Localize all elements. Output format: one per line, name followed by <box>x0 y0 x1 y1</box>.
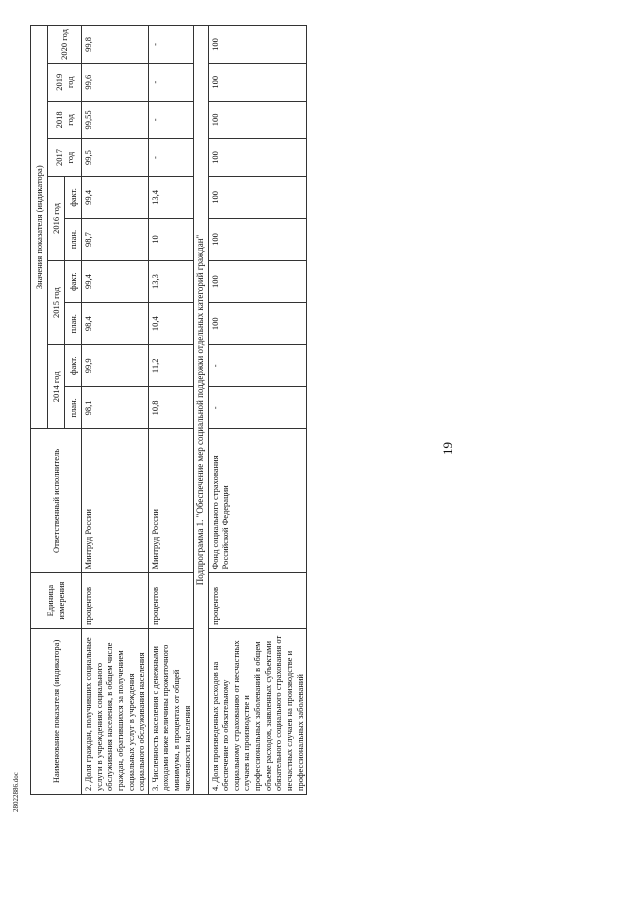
value-cell: - <box>208 387 307 429</box>
indicator-table <box>30 25 307 795</box>
table-row <box>82 26 149 795</box>
header-2015: 2015 год <box>48 261 65 345</box>
header-exec: Ответственный исполнитель <box>31 429 82 573</box>
row-name: Численность населения с денежными доходами ниже величины прожиточного минимума, в процентах от общей численности населения <box>149 644 192 791</box>
indicator-name <box>148 628 194 794</box>
row-name: Доля граждан, получивших социальные услуги в учреждениях социального обслуживания населения, в общем числе граждан, обратившихся за получением социальных услуг в учреждения социального обслуживания населения <box>83 637 147 791</box>
doc-id: 28022886.doc <box>12 772 20 812</box>
header-fact: факт. <box>65 345 82 387</box>
value-cell: 10,4 <box>148 303 194 345</box>
value-cell: 100 <box>208 218 307 260</box>
header-2019: 2019 год <box>48 63 82 101</box>
page-number-wrapper <box>440 0 640 900</box>
value-cell: - <box>208 345 307 387</box>
header-2017: 2017 год <box>48 139 82 177</box>
value-cell: - <box>148 26 194 64</box>
header-2016: 2016 год <box>48 176 65 260</box>
header-2018: 2018 год <box>48 101 82 139</box>
unit-cell: процентов <box>208 573 307 628</box>
value-cell: 100 <box>208 26 307 64</box>
value-cell: 98,7 <box>82 218 149 260</box>
subprogram-row <box>194 26 208 795</box>
indicator-name <box>208 628 307 794</box>
value-cell: - <box>148 139 194 177</box>
value-cell: 99,9 <box>82 345 149 387</box>
value-cell: 13,4 <box>148 176 194 218</box>
value-cell: 10 <box>148 218 194 260</box>
table-row <box>208 26 307 795</box>
value-cell: 99,55 <box>82 101 149 139</box>
value-cell: 99,4 <box>82 176 149 218</box>
value-cell: 100 <box>208 303 307 345</box>
value-cell: 99,4 <box>82 261 149 303</box>
header-plan: план. <box>65 218 82 260</box>
header-unit: Единица измерения <box>31 573 82 628</box>
exec-cell: Минтруд России <box>82 429 149 573</box>
value-cell: - <box>148 101 194 139</box>
value-cell: 13,3 <box>148 261 194 303</box>
exec-cell: Фонд социального страхования Российской Федерации <box>208 429 307 573</box>
row-number: 2. <box>83 784 93 791</box>
page-number: 19 <box>440 442 455 455</box>
value-cell: - <box>148 63 194 101</box>
row-name: Доля произведенных расходов на обеспечение по обязательному социальному страхованию от несчастных случаев на производстве и профессиональных заболеваний в общем объеме расходов, заявленных субъектами обязательного социального страхования от несчастных случаев на производстве и профессиональных заболеваний <box>209 635 305 791</box>
header-plan: план. <box>65 387 82 429</box>
table-row <box>148 26 194 795</box>
row-number: 3. <box>149 784 160 791</box>
header-2014: 2014 год <box>48 345 65 429</box>
value-cell: 100 <box>208 176 307 218</box>
row-number: 4. <box>209 784 220 791</box>
value-cell: 98,4 <box>82 303 149 345</box>
value-cell: 98,1 <box>82 387 149 429</box>
value-cell: 100 <box>208 261 307 303</box>
unit-cell: процентов <box>148 573 194 628</box>
value-cell: 100 <box>208 63 307 101</box>
header-name: Наименование показателя (индикатора) <box>31 628 82 794</box>
header-plan: план. <box>65 303 82 345</box>
header-fact: факт. <box>65 261 82 303</box>
value-cell: 100 <box>208 139 307 177</box>
value-cell: 99,8 <box>82 26 149 64</box>
indicator-name <box>82 628 149 794</box>
subprogram-title: Подпрограмма 1. "Обеспечение мер социальной поддержки отдельных категорий граждан" <box>194 26 208 795</box>
value-cell: 10,8 <box>148 387 194 429</box>
header-values: Значения показателя (индикатора) <box>31 26 48 429</box>
value-cell: 99,6 <box>82 63 149 101</box>
value-cell: 100 <box>208 101 307 139</box>
exec-cell: Минтруд России <box>148 429 194 573</box>
header-2020: 2020 год <box>48 26 82 64</box>
header-fact: факт. <box>65 176 82 218</box>
value-cell: 11,2 <box>148 345 194 387</box>
unit-cell: процентов <box>82 573 149 628</box>
value-cell: 99,5 <box>82 139 149 177</box>
